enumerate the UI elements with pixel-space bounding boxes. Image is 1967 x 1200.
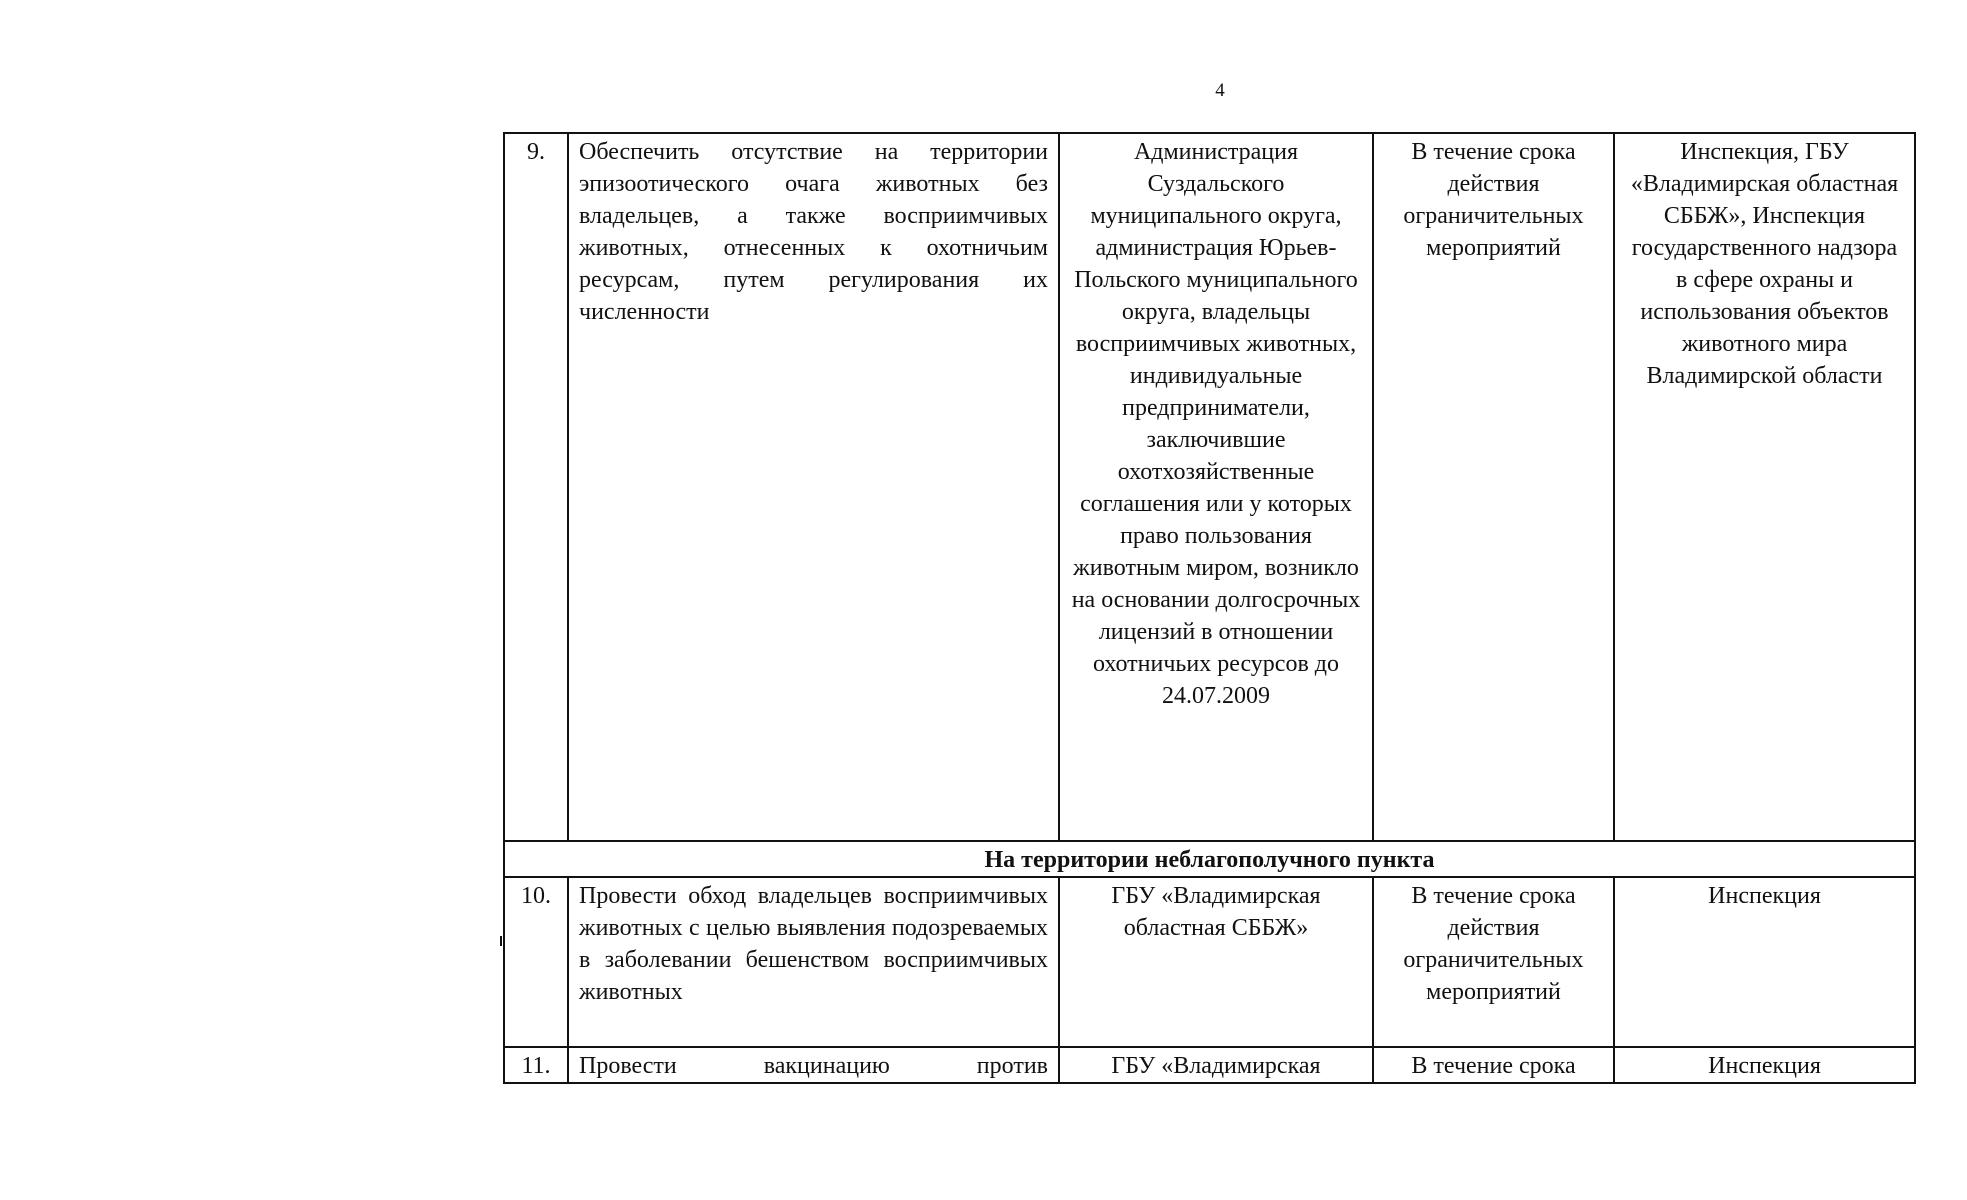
term-cell: В течение срока действия ограничительных мероприятий [1373, 133, 1614, 841]
section-row [504, 841, 1915, 877]
row-number: 11. [504, 1047, 568, 1083]
control-cell: Инспекция [1614, 877, 1915, 1047]
page-number: 4 [1215, 80, 1225, 101]
task-cell: Провести вакцинацию против [568, 1047, 1059, 1083]
executor-cell: Администрация Суздальского муниципального округа, администрация Юрьев-Польского муниципального округа, владельцы восприимчивых животных, индивидуальные предприниматели, заключившие охотхозяйственные соглашения или у которых право пользования животным миром, возникло на основании долгосрочных лицензий в отношении охотничьих ресурсов до 24.07.2009 [1059, 133, 1373, 841]
measures-table [503, 132, 1916, 1084]
row-number: 9. [504, 133, 568, 841]
control-cell: Инспекция, ГБУ «Владимирская областная СББЖ», Инспекция государственного надзора в сфере охраны и использования объектов животного мира Владимирской области [1614, 133, 1915, 841]
executor-cell: ГБУ «Владимирская [1059, 1047, 1373, 1083]
section-heading: На территории неблагополучного пункта [504, 841, 1915, 877]
table-row [504, 133, 1915, 841]
margin-mark [500, 936, 502, 946]
row-number: 10. [504, 877, 568, 1047]
task-cell: Провести обход владельцев восприимчивых животных с целью выявления подозреваемых в заболевании бешенством восприимчивых животных [568, 877, 1059, 1047]
table-row [504, 1047, 1915, 1083]
table-row [504, 877, 1915, 1047]
task-cell: Обеспечить отсутствие на территории эпизоотического очага животных без владельцев, а также восприимчивых животных, отнесенных к охотничьим ресурсам, путем регулирования их численности [568, 133, 1059, 841]
term-cell: В течение срока действия ограничительных мероприятий [1373, 877, 1614, 1047]
control-cell: Инспекция [1614, 1047, 1915, 1083]
term-cell: В течение срока [1373, 1047, 1614, 1083]
executor-cell: ГБУ «Владимирская областная СББЖ» [1059, 877, 1373, 1047]
